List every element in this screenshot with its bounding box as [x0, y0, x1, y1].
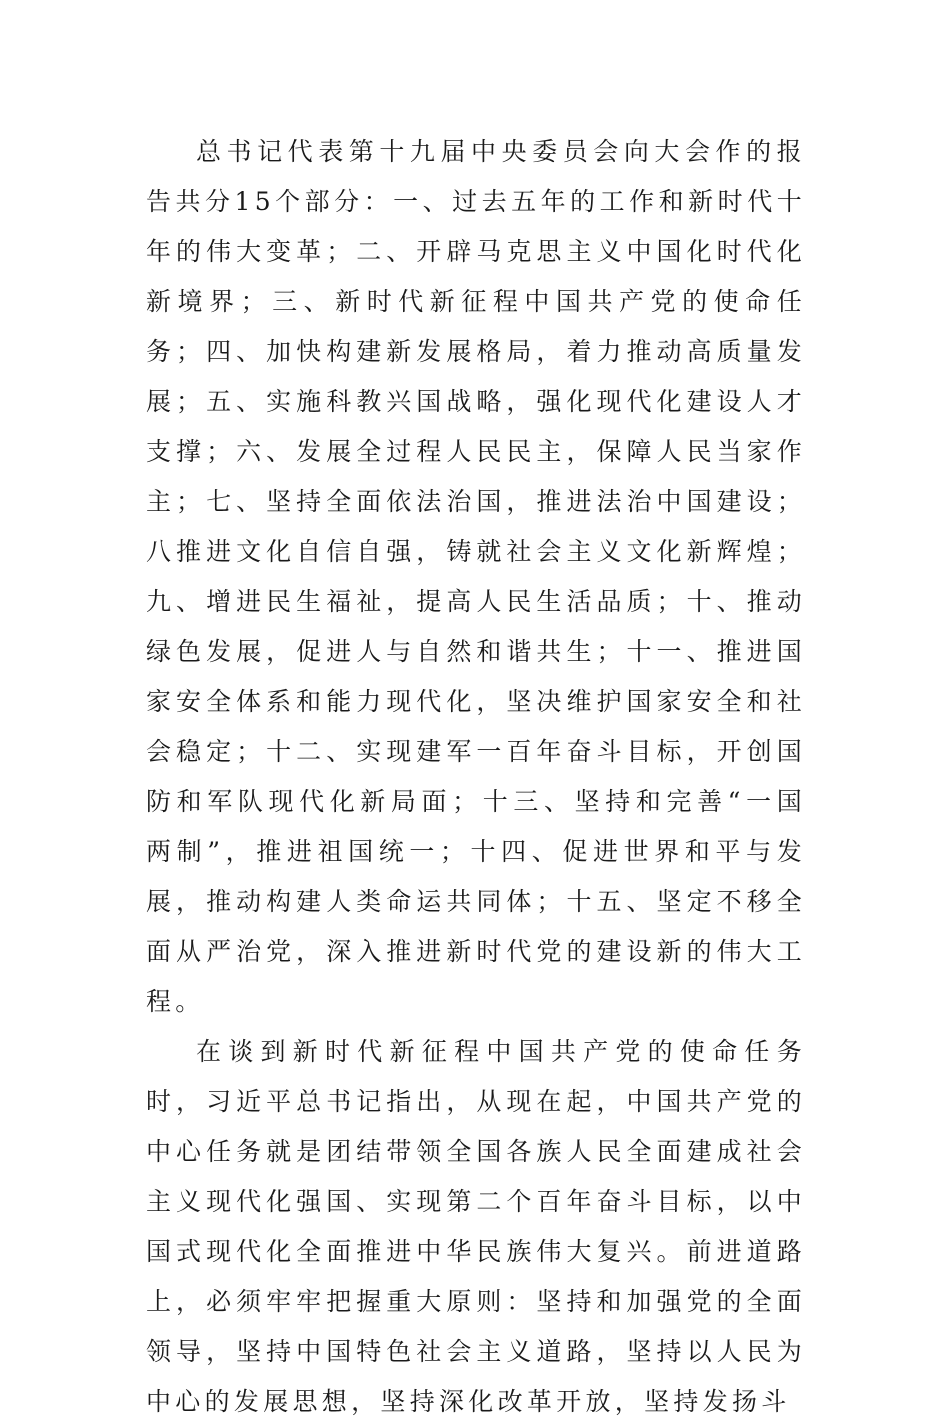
paragraph-report-parts: 总书记代表第十九届中央委员会向大会作的报告共分15个部分：一、过去五年的工作和新时代十年的伟大变革；二、开辟马克思主义中国化时代化新境界；三、新时代新征程中国共产党的使命任务；四、加快构建新发展格局，着力推动高质量发展；五、实施科教兴国战略，强化现代化建设人才支撑；六、发展全过程人民民主，保障人民当家作主；七、坚持全面依法治国，推进法治中国建设；八推进文化自信自强，铸就社会主义文化新辉煌；九、增进民生福祉，提高人民生活品质；十、推动绿色发展，促进人与自然和谐共生；十一、推进国家安全体系和能力现代化，坚决维护国家安全和社会稳定；十二、实现建军一百年奋斗目标，开创国防和军队现代化新局面；十三、坚持和完善“一国两制”，推进祖国统一；十四、促进世界和平与发展，推动构建人类命运共同体；十五、坚定不移全面从严治党，深入推进新时代党的建设新的伟大工程。	[146, 137, 806, 1016]
document-body	[146, 127, 806, 1427]
paragraph-mission-tasks: 在谈到新时代新征程中国共产党的使命任务时，习近平总书记指出，从现在起，中国共产党的中心任务就是团结带领全国各族人民全面建成社会主义现代化强国、实现第二个百年奋斗目标，以中国式现代化全面推进中华民族伟大复兴。前进道路上，必须牢牢把握重大原则：坚持和加强党的全面领导，坚持中国特色社会主义道路，坚持以人民为中心的发展思想，坚持深化改革开放，坚持发扬斗	[146, 1037, 806, 1416]
